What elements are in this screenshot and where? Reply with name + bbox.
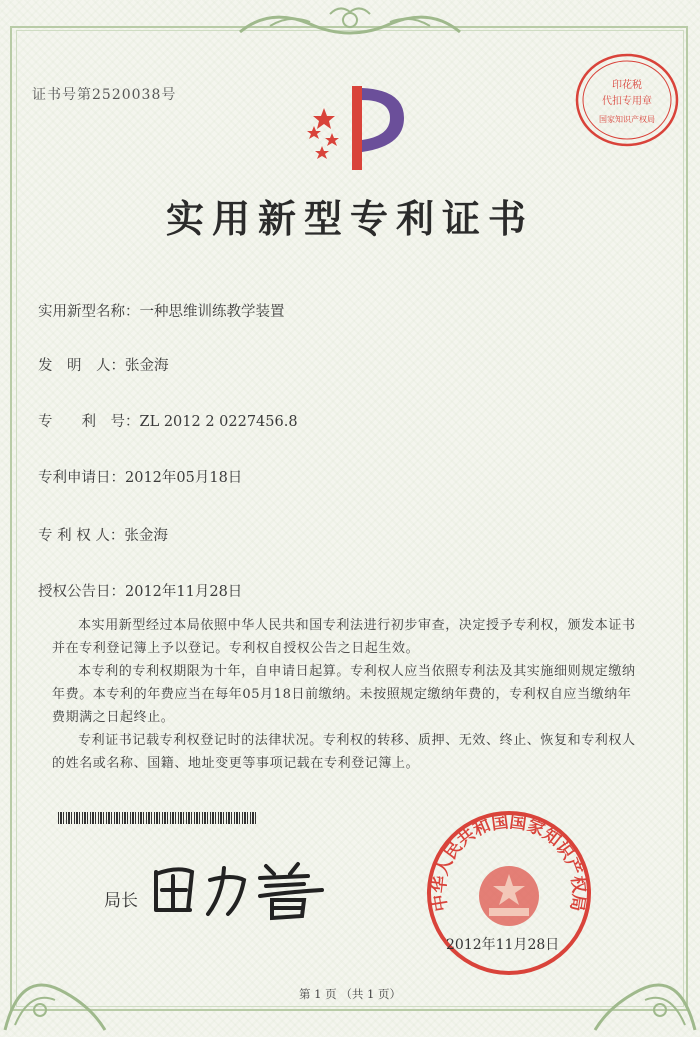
inventor-value: 张金海 [125, 358, 169, 374]
field-announcement-date [38, 580, 242, 601]
announcement-date-label: 授权公告日： [38, 584, 125, 600]
field-application-date [38, 466, 242, 487]
body-paragraph-2: 本专利的专利权期限为十年，自申请日起算。专利权人应当依照专利法及其实施细则规定缴纳年费。本专利的年费应当在每年05月18日前缴纳。未按照规定缴纳年费的，专利权自应当缴纳年费期满之日起终止。 [52, 664, 636, 725]
svg-text:国家知识产权局: 国家知识产权局 [599, 115, 655, 124]
barcode [58, 812, 258, 824]
director-label: 局长 [104, 891, 138, 911]
tax-stamp-seal [572, 50, 682, 150]
field-utility-model-name [38, 300, 285, 321]
inventor-label: 发 明 人： [38, 358, 125, 374]
director-signature [148, 852, 338, 922]
svg-text:印花税: 印花税 [612, 80, 642, 91]
page-footer: 第 1 页 （共 1 页） [299, 987, 401, 1001]
body-paragraph-1: 本实用新型经过本局依照中华人民共和国专利法进行初步审查，决定授予专利权，颁发本证书并在专利登记簿上予以登记。专利权自授权公告之日起生效。 [52, 618, 636, 656]
svg-text:中华人民共和国国家知识产权局: 中华人民共和国国家知识产权局 [429, 812, 589, 913]
certificate-number: 证书号第2520038号 [32, 87, 177, 103]
body-paragraph-3: 专利证书记载专利权登记时的法律状况。专利权的转移、质押、无效、终止、恢复和专利权人的姓名或名称、国籍、地址变更等事项记载在专利登记簿上。 [52, 733, 636, 771]
patent-number-value: ZL 2012 2 0227456.8 [139, 414, 298, 430]
bottom-right-ornament [590, 930, 700, 1037]
field-patent-number [38, 410, 298, 431]
application-date-label: 专利申请日： [38, 470, 125, 486]
patentee-label: 专 利 权 人： [38, 528, 125, 544]
top-ornament [230, 2, 470, 46]
field-patentee [38, 524, 168, 545]
seal-date: 2012年11月28日 [446, 937, 560, 953]
svg-text:代扣专用章: 代扣专用章 [602, 96, 652, 107]
patent-number-label: 专 利 号： [38, 414, 140, 430]
bottom-left-ornament [0, 930, 110, 1037]
patentee-value: 张金海 [124, 528, 168, 544]
utility-model-name-label: 实用新型名称： [38, 304, 140, 320]
announcement-date-value: 2012年11月28日 [125, 584, 243, 600]
patent-office-logo-icon [292, 78, 422, 178]
utility-model-name-value: 一种思维训练教学装置 [139, 304, 285, 320]
certificate-title: 实用新型专利证书 [165, 196, 534, 241]
application-date-value: 2012年05月18日 [125, 470, 243, 486]
field-inventor [38, 354, 169, 375]
